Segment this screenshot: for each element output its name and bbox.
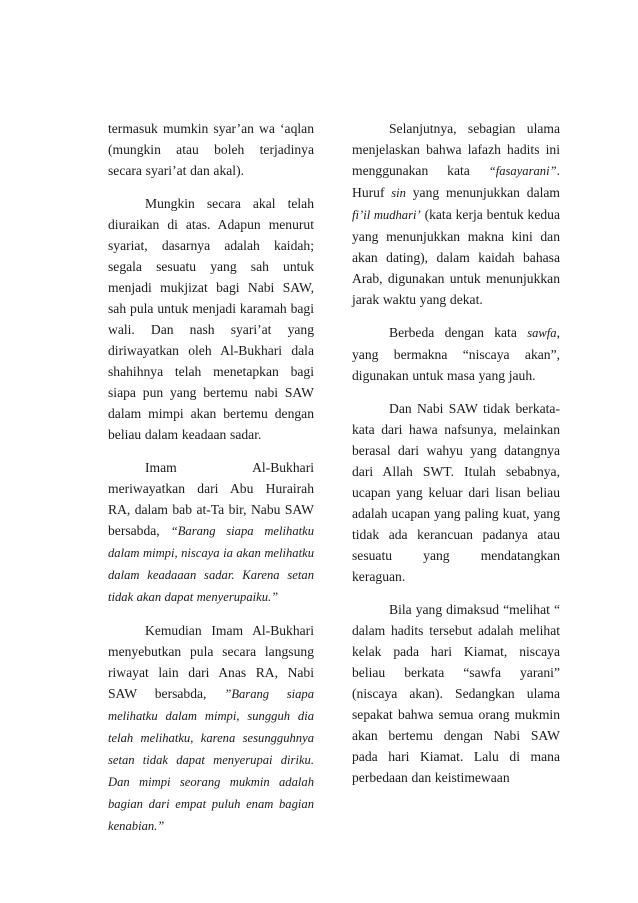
hadith-quote: ”Barang siapa melihatku dalam mimpi, sungguh dia telah melihatku, karena sesungguhnya setan tidak dapat menyerupai diriku. Dan mimpi seorang mukmin adalah bagian dari empat puluh enam bagian kenabian.” bbox=[108, 687, 314, 833]
paragraph-text: , yang bermakna “niscaya akan”, digunakan untuk masa yang jauh. bbox=[352, 325, 560, 383]
paragraph-hadith-bukhari bbox=[108, 457, 314, 608]
paragraph-text: Kemudian Imam Al-Bukhari menyebutkan pula secara langsung riwayat lain dari Anas RA, Nabi SAW bersabda, bbox=[108, 623, 314, 701]
paragraph-text: Berbeda dengan kata bbox=[389, 325, 528, 340]
hadith-quote: “Barang siapa melihatku dalam mimpi, niscaya ia akan melihatku dalam keadaaan sadar. Karena setan tidak akan dapat menyerupaiku.” bbox=[108, 524, 315, 604]
paragraph-hadith-anas bbox=[108, 620, 314, 837]
paragraph-text: Imam Al-Bukhari meriwayatkan dari Abu Hurairah RA, dalam bab at-Ta bir, Nabu SAW bersabda, bbox=[108, 460, 314, 538]
paragraph-text: (kata kerja bentuk kedua yang menunjukkan makna kini dan akan dating), dalam kaidah bahasa Arab, digunakan untuk menunjukkan jarak waktu yang dekat. bbox=[352, 207, 561, 307]
arabic-term: sawfa bbox=[527, 326, 557, 340]
arabic-term: fi’il mudhari’ bbox=[352, 208, 421, 222]
left-text-column bbox=[108, 118, 314, 849]
paragraph-text: . Huruf bbox=[352, 163, 560, 200]
paragraph-text: Selanjutnya, sebagian ulama menjelaskan bahwa lafazh hadits ini menggunakan kata bbox=[352, 121, 560, 178]
paragraph-sawfa bbox=[352, 322, 560, 386]
paragraph-text: yang menunjukkan dalam bbox=[405, 185, 560, 200]
paragraph: Bila yang dimaksud “melihat “ dalam hadits tersebut adalah melihat kelak pada hari Kiamat, niscaya beliau berkata “sawfa yarani” (niscaya akan). Sedangkan ulama sepakat bahwa semua orang mukmin akan bertemu dengan Nabi SAW pada hari Kiamat. Lalu di mana perbedaan dan keistimewaan bbox=[352, 602, 560, 785]
arabic-term: sin bbox=[391, 186, 406, 200]
paragraph: Dan Nabi SAW tidak berkata-kata dari hawa nafsunya, melainkan berasal dari wahyu yang datangnya dari Allah SWT. Itulah sebabnya, ucapan yang keluar dari lisan beliau adalah ucapan yang paling kuat, yang tidak ada kerancuan padanya atau sesuatu yang mendatangkan keraguan. bbox=[352, 401, 560, 584]
arabic-term: “fasayarani” bbox=[488, 164, 557, 178]
paragraph: termasuk mumkin syar’an wa ‘aqlan (mungkin atau boleh terjadinya secara syari’at dan akal). bbox=[108, 121, 314, 178]
paragraph-lafazh bbox=[352, 118, 560, 310]
paragraph: Mungkin secara akal telah diuraikan di atas. Adapun menurut syariat, dasarnya adalah kaidah; segala sesuatu yang sah untuk menjadi mukjizat bagi Nabi SAW, sah pula untuk menjadi karamah bagi wali. Dan nash syari’at yang diriwayatkan oleh Al-Bukhari dala shahihnya telah menetapkan bagi siapa pun yang bertemu nabi SAW dalam mimpi akan bertemu dengan beliau dalam keadaan sadar. bbox=[108, 196, 314, 442]
right-text-column bbox=[352, 118, 560, 800]
